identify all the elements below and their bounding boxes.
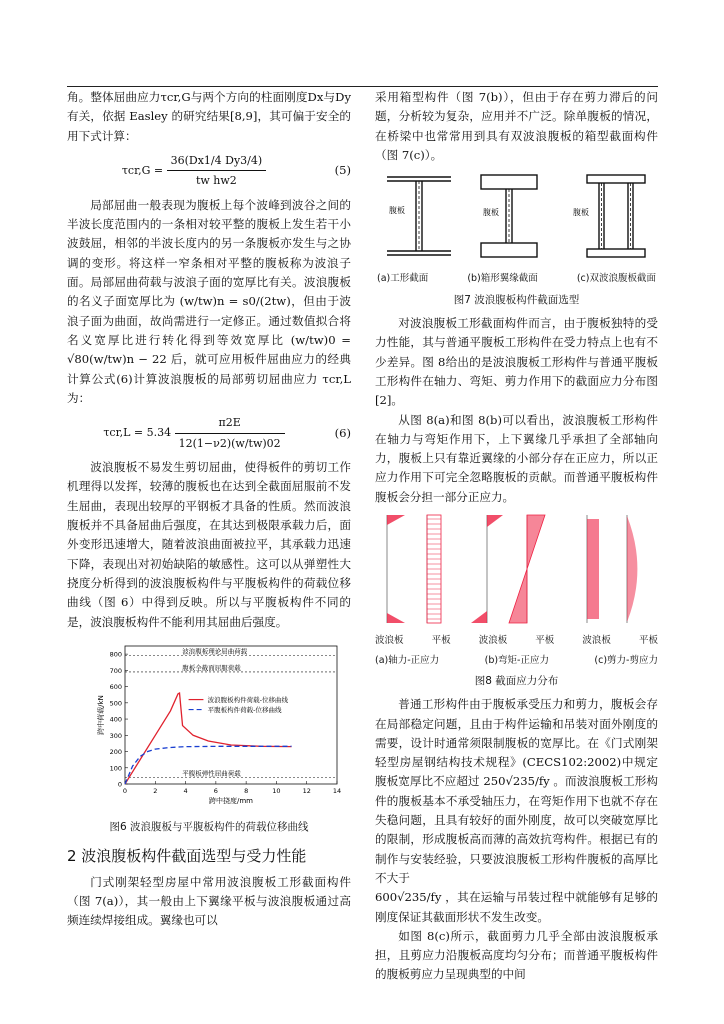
axial-flat-web-plot xyxy=(427,515,441,623)
figure-8-caption: 图8 截面应力分布 xyxy=(474,674,559,687)
y-axis-label: 跨中荷载/kN xyxy=(97,695,105,735)
web-label: 腹板 xyxy=(483,208,499,218)
figure-sublabel: (c)剪力-剪应力 xyxy=(594,654,658,666)
series-line xyxy=(125,746,292,784)
paragraph: 采用箱型构件（图 7(b)），但由于存在剪力滞后的问题，分析较为复杂，应用并不广泛。除单腹板的情况，在桥梁中也常常用到具有双波浪腹板的箱型截面构件（图 7(c)）。 xyxy=(375,90,658,162)
figure-7-caption: 图7 波浪腹板构件截面选型 xyxy=(453,293,580,306)
eq-numerator: π2E xyxy=(175,413,285,433)
figure-sublabel: (b)箱形翼缘截面 xyxy=(467,273,538,285)
legend-label: 平腹板构件荷载-位移曲线 xyxy=(207,705,282,714)
reference-line-label: 波浪腹板理论屈曲荷载 xyxy=(182,647,248,656)
figure-6-caption: 图6 波浪腹板与平腹板构件的荷载位移曲线 xyxy=(109,821,309,834)
reference-line-label: 平腹板弹性屈曲荷载 xyxy=(182,769,241,778)
x-axis-label: 跨中挠度/mm xyxy=(209,796,253,805)
section-heading: 2 波浪腹板构件截面选型与受力性能 xyxy=(67,847,307,866)
figure-label: 平板 xyxy=(431,635,451,647)
eq-denominator: tw hw2 xyxy=(195,174,237,188)
paragraph: 角。整体屈曲应力τcr,G与两个方向的柱面刚度Dx与Dy有关，依据 Easley 的研究结果[8,9]，其可偏于安全的用下式计算： xyxy=(67,90,351,143)
paragraph: 门式刚架轻型房屋中常用波浪腹板工形截面构件（图 7(a)），其一般由上下翼缘平板与波浪腹板通过高频连续焊接组成。翼缘也可以 xyxy=(67,874,351,928)
double-web-shape xyxy=(587,175,645,257)
x-tick-label: 8 xyxy=(244,786,249,795)
paragraph: 普通工形构件由于腹板承受压力和剪力，腹板会存在局部稳定问题，且由于构件运输和吊装对面外刚度的需要，设计时通常须限制腹板的宽厚比。在《门式刚架轻型房屋钢结构技术规程》(CECS102:2002)中规定腹板宽厚比不应超过 250√235/fy 。而波浪腹板工形构件的腹板基本不承受轴压力，在弯矩作用下也就不存在失稳问题，且具有较好的面外刚度，故可以突破宽厚比的限制，形成腹板高而薄的高效抗弯构件。根据已有的制作与安装经验，只要波浪腹板工形构件腹板的高厚比不大于 xyxy=(375,697,658,885)
y-tick-label: 100 xyxy=(109,764,122,773)
x-tick-label: 6 xyxy=(213,786,218,795)
figure-sublabel: (a)轴力-正应力 xyxy=(375,654,440,666)
eq-lhs: τcr,L = 5.34 xyxy=(103,426,172,440)
y-tick-label: 600 xyxy=(109,682,122,691)
x-tick-label: 0 xyxy=(122,786,128,795)
figure-sublabel: (b)弯矩-正应力 xyxy=(484,654,549,666)
y-tick-label: 800 xyxy=(109,650,122,659)
paragraph: 600√235/fy ，其在运输与吊装过程中就能够有足够的刚度保证其截面形状不发生改变。 xyxy=(375,890,658,924)
figure-6 xyxy=(67,640,351,816)
paragraph: 如图 8(c)所示，截面剪力几乎全部由波浪腹板承担，且剪应力沿腹板高度均匀分布；而普通平腹板构件的腹板剪应力呈现典型的中间 xyxy=(375,928,658,982)
y-tick-label: 500 xyxy=(109,699,122,708)
figure-label: 波浪板 xyxy=(478,635,508,647)
y-tick-label: 400 xyxy=(109,715,122,724)
shear-flat-web-plot xyxy=(627,515,637,623)
x-tick-label: 10 xyxy=(272,786,281,795)
i-section-shape xyxy=(387,177,451,255)
legend-label: 波浪腹板构件荷载-位移曲线 xyxy=(207,695,289,704)
figure-label: 波浪板 xyxy=(375,635,404,647)
x-tick-label: 12 xyxy=(302,786,311,795)
x-tick-label: 2 xyxy=(153,786,158,795)
figure-8 xyxy=(375,513,658,670)
moment-wave-web-plot xyxy=(471,515,503,623)
load-displacement-chart xyxy=(67,640,351,810)
eq-lhs: τcr,G = xyxy=(121,163,164,177)
header-rule xyxy=(67,86,658,87)
figure-sublabel: (c)双波浪腹板截面 xyxy=(576,273,656,285)
paragraph: 局部屈曲一般表现为腹板上每个波峰到波谷之间的半波长度范围内的一条相对较平整的腹板上发生若干小波鼓屈，相邻的半波长度内的另一条腹板亦发生与之协调的变形。将这样一窄条相对平整的腹板称为波浪子面。局部屈曲荷载与波浪子面的宽厚比有关。波浪腹板的名义子面宽厚比为 (w/tw)n = s0/(2tw)，但由于波浪子面为曲面，故尚需进行一定修正。通过数值拟合将名义宽厚比进行转化得到等效宽厚比 (w/tw)0 = √80(w/tw)n − 22 后，就可应用板件屈曲应力的经典计算公式(6)计算波浪腹板的局部剪切屈曲应力 τcr,L 为： xyxy=(67,197,351,405)
left-column xyxy=(67,88,351,931)
equation-5 xyxy=(67,148,351,194)
figure-7 xyxy=(375,171,658,289)
reference-line-label: 腹板全截面屈服荷载 xyxy=(182,663,241,672)
paragraph: 波浪腹板不易发生剪切屈曲，使得板件的剪切工作机理得以发挥，较薄的腹板也在达到全截面屈服前不发生屈曲，表现出较厚的平钢板才具备的性质。然而波浪腹板并不具备屈曲后强度，在其达到极限承载力后，面外变形迅速增大，随着波浪曲面被拉平，其承载力迅速下降，表现出对初始缺陷的敏感性。这可以从弹塑性大挠度分析得到的波浪腹板构件与平腹板构件的荷载位移曲线（图 6）中得到反映。所以与平腹板构件不同的是，波浪腹板构件不能利用其屈曲后强度。 xyxy=(67,460,351,629)
x-tick-label: 4 xyxy=(183,786,188,795)
paragraph: 从图 8(a)和图 8(b)可以看出，波浪腹板工形构件在轴力与弯矩作用下，上下翼缘几乎承担了全部轴向力，腹板上只有靠近翼缘的小部分存在正应力，所以正应力作用下可完全忽略腹板的贡献。而普通平腹板构件腹板会分担一部分正应力。 xyxy=(375,412,658,504)
y-tick-label: 200 xyxy=(109,747,122,756)
y-tick-label: 300 xyxy=(109,731,122,740)
stress-distribution-diagram xyxy=(375,513,658,625)
axial-wave-web-plot xyxy=(387,515,405,623)
right-column xyxy=(375,88,658,985)
moment-flat-web-plot xyxy=(509,515,545,623)
web-label: 腹板 xyxy=(389,206,405,216)
x-tick-label: 14 xyxy=(332,786,342,795)
y-tick-label: 0 xyxy=(117,780,122,789)
figure-label: 平板 xyxy=(638,635,658,647)
figure-label: 平板 xyxy=(535,635,555,647)
section-types-diagram xyxy=(375,171,658,263)
eq-denominator: 12(1−ν2)(w/tw)02 xyxy=(178,436,281,450)
equation-6 xyxy=(67,410,351,456)
y-tick-label: 700 xyxy=(109,666,122,675)
shear-wave-web-plot xyxy=(587,515,599,623)
eq-numerator: 36(Dx1/4 Dy3/4) xyxy=(167,151,267,171)
eq-number: (5) xyxy=(334,163,351,178)
figure-label: 波浪板 xyxy=(582,635,611,647)
web-label: 腹板 xyxy=(573,208,589,218)
paragraph: 对波浪腹板工形截面构件而言，由于腹板独特的受力性能，其与普通平腹板工形构件在受力特点上也有不少差异。图 8给出的是波浪腹板工形构件与普通平腹板工形构件在轴力、弯矩、剪力作用下的截面应力分布图[2]。 xyxy=(375,316,658,408)
eq-number: (6) xyxy=(334,425,351,440)
figure-sublabel: (a)工形截面 xyxy=(377,273,429,285)
